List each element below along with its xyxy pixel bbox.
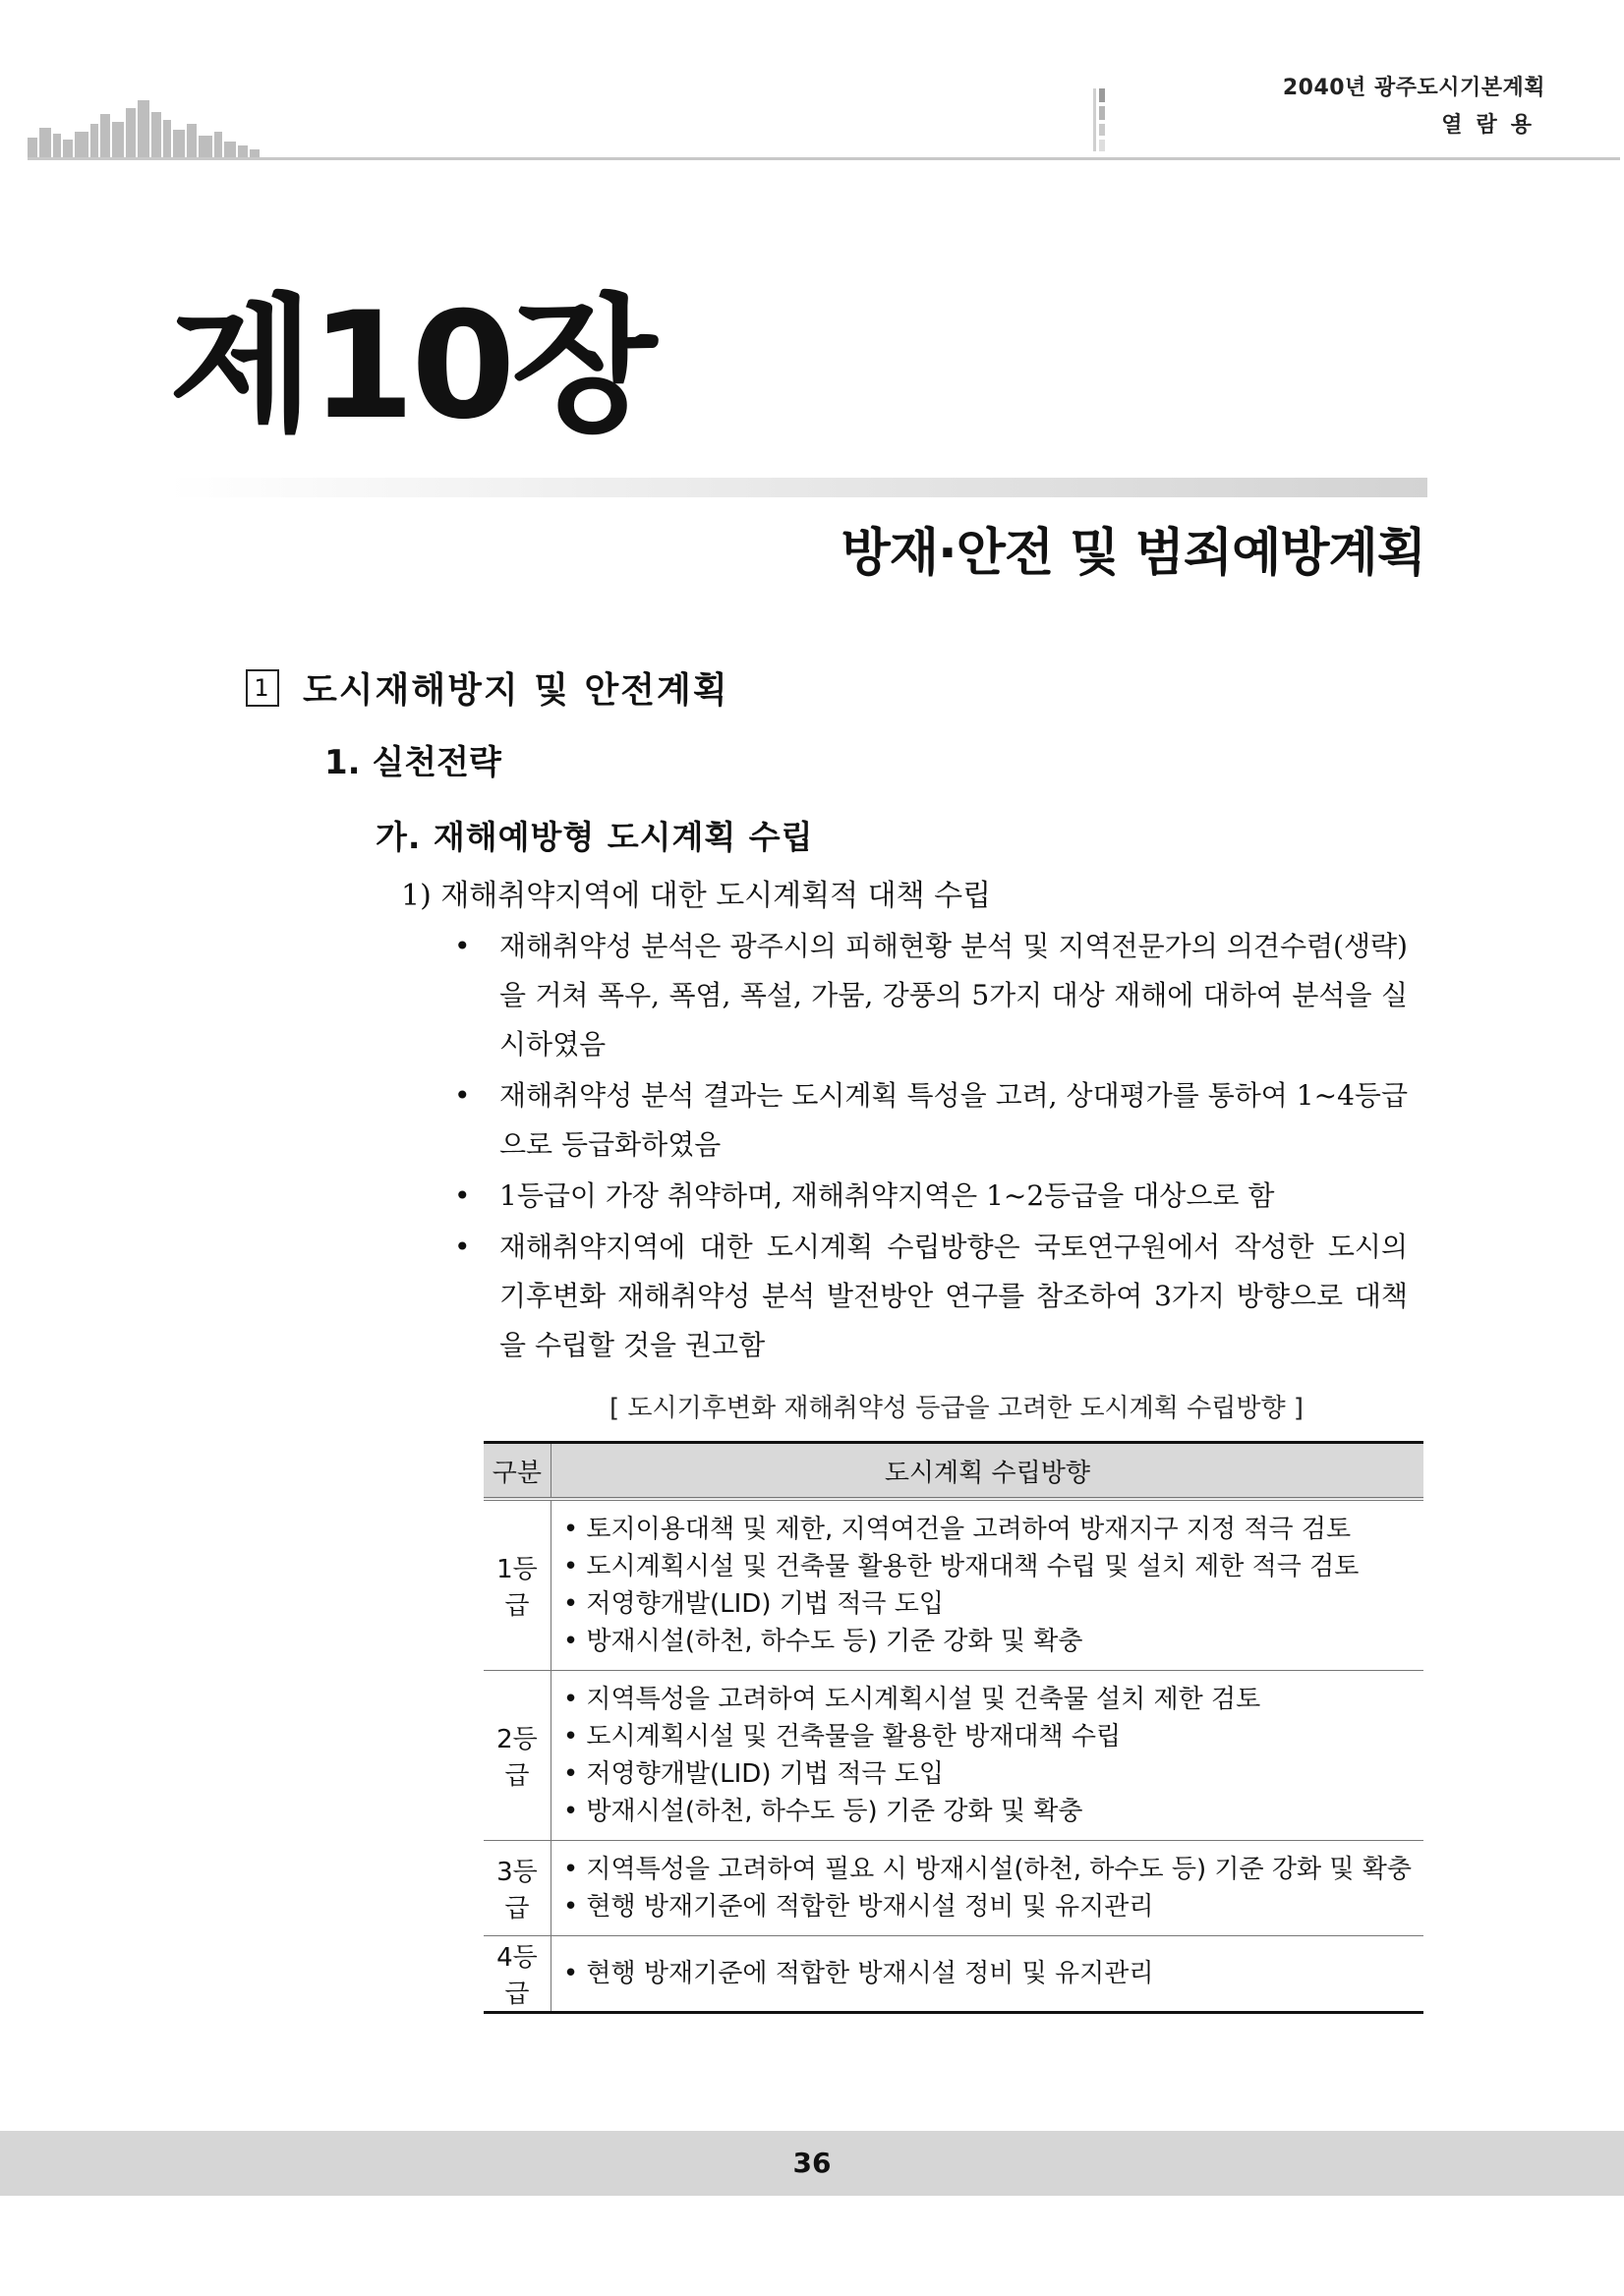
header-rule (28, 157, 1620, 160)
table-row (484, 1936, 1423, 2013)
table-caption: [ 도시기후변화 재해취약성 등급을 고려한 도시계획 수립방향 ] (609, 1394, 1305, 1423)
subsubsection-heading: 가. 재해예방형 도시계획 수립 (376, 818, 814, 856)
grade-cell: 1등급 (484, 1499, 551, 1671)
bullet-item: • 1등급이 가장 취약하며, 재해취약지역은 1~2등급을 대상으로 함 (454, 1172, 1408, 1221)
page-number: 36 (792, 2147, 832, 2179)
grade-cell: 4등급 (484, 1936, 551, 2013)
section-title: 도시재해방지 및 안전계획 (303, 670, 729, 711)
table-row (484, 1499, 1423, 1671)
table-row (484, 1841, 1423, 1936)
document-status-label: 열람용 (1441, 113, 1545, 138)
header-cell-direction: 도시계획 수립방향 (551, 1443, 1423, 1500)
chapter-gradient-bar (169, 478, 1427, 497)
chapter-title: 방재·안전 및 범죄예방계획 (841, 524, 1425, 583)
direction-cell: • 현행 방재기준에 적합한 방재시설 정비 및 유지관리 (551, 1936, 1423, 2013)
chapter-number: 제10장 (169, 281, 654, 452)
direction-cell: • 토지이용대책 및 제한, 지역여건을 고려하여 방재지구 지정 적극 검토 • 도시계획시설 및 건축물 활용한 방재대책 수립 및 설치 제한 적극 검토 • 저영향개발(LID) 기법 적극 도입 • 방재시설(하천, 하수도 등) 기준 강화 및 확충 (551, 1499, 1423, 1671)
bullet-dot-icon: • (454, 1179, 471, 1212)
direction-cell: • 지역특성을 고려하여 필요 시 방재시설(하천, 하수도 등) 기준 강화 및 확충 • 현행 방재기준에 적합한 방재시설 정비 및 유지관리 (551, 1841, 1423, 1936)
table-row (484, 1671, 1423, 1841)
bullet-item: • 재해취약성 분석 결과는 도시계획 특성을 고려, 상대평가를 통하여 1~4등급으로 등급화하였음 (454, 1071, 1408, 1170)
section-number-box: 1 (246, 669, 279, 707)
grade-cell: 3등급 (484, 1841, 551, 1936)
header-cell-category: 구분 (484, 1443, 551, 1500)
table-header-row (484, 1443, 1423, 1500)
grade-direction-table (484, 1441, 1423, 2014)
section-heading (246, 662, 729, 713)
document-title: 2040년 광주도시기본계획 (1282, 76, 1545, 100)
header-divider-mark (1093, 88, 1105, 151)
city-skyline-graphic (28, 94, 260, 159)
subsection-heading: 1. 실천전략 (324, 743, 501, 782)
direction-cell: • 지역특성을 고려하여 도시계획시설 및 건축물 설치 제한 검토 • 도시계획시설 및 건축물을 활용한 방재대책 수립 • 저영향개발(LID) 기법 적극 도입 • 방재시설(하천, 하수도 등) 기준 강화 및 확충 (551, 1671, 1423, 1841)
bullet-dot-icon: • (454, 1231, 471, 1263)
bullet-dot-icon: • (454, 930, 471, 962)
item-heading: 1) 재해취약지역에 대한 도시계획적 대책 수립 (401, 879, 992, 913)
bullet-list (454, 922, 1408, 1372)
bullet-dot-icon: • (454, 1079, 471, 1112)
bullet-item: • 재해취약지역에 대한 도시계획 수립방향은 국토연구원에서 작성한 도시의 기후변화 재해취약성 분석 발전방안 연구를 참조하여 3가지 방향으로 대책을 수립할 것을 권고함 (454, 1223, 1408, 1370)
grade-cell: 2등급 (484, 1671, 551, 1841)
bullet-item: • 재해취약성 분석은 광주시의 피해현황 분석 및 지역전문가의 의견수렴(생략)을 거쳐 폭우, 폭염, 폭설, 가뭄, 강풍의 5가지 대상 재해에 대하여 분석을 실시하였음 (454, 922, 1408, 1069)
